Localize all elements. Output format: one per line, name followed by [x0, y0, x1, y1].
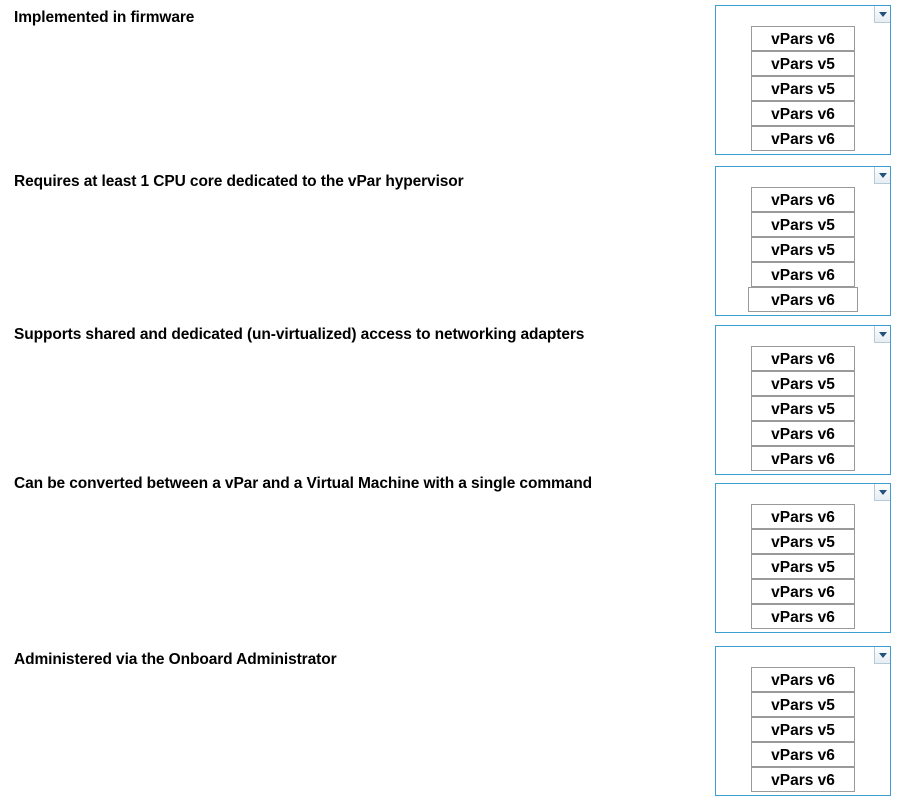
dropdown-option-list[interactable]	[716, 25, 890, 154]
dropdown-option[interactable]: vPars v5	[751, 554, 855, 579]
dropdown-option-list[interactable]	[716, 345, 890, 474]
answer-dropdown[interactable]	[715, 646, 891, 796]
dropdown-option[interactable]: vPars v5	[751, 396, 855, 421]
dropdown-option[interactable]: vPars v6	[751, 421, 855, 446]
answer-dropdown[interactable]	[715, 325, 891, 475]
question-prompt: Administered via the Onboard Administrator	[14, 651, 337, 668]
dropdown-selected-value[interactable]	[716, 6, 890, 25]
dropdown-option[interactable]: vPars v6	[748, 287, 858, 312]
dropdown-option[interactable]: vPars v6	[751, 26, 855, 51]
dropdown-option[interactable]: vPars v5	[751, 717, 855, 742]
dropdown-option[interactable]: vPars v6	[751, 667, 855, 692]
chevron-down-icon[interactable]	[874, 6, 890, 23]
chevron-down-icon[interactable]	[874, 484, 890, 501]
question-prompt: Implemented in firmware	[14, 9, 195, 26]
question-prompt: Requires at least 1 CPU core dedicated to the vPar hypervisor	[14, 173, 464, 190]
dropdown-selected-value[interactable]	[716, 167, 890, 186]
dropdown-option[interactable]: vPars v6	[751, 579, 855, 604]
dropdown-option[interactable]: vPars v6	[751, 604, 855, 629]
dropdown-option[interactable]: vPars v6	[751, 446, 855, 471]
dropdown-option[interactable]: vPars v6	[751, 126, 855, 151]
answer-dropdown[interactable]	[715, 483, 891, 633]
dropdown-option[interactable]: vPars v5	[751, 692, 855, 717]
chevron-down-icon[interactable]	[874, 167, 890, 184]
dropdown-selected-value[interactable]	[716, 484, 890, 503]
dropdown-option[interactable]: vPars v5	[751, 237, 855, 262]
dropdown-option[interactable]: vPars v6	[751, 346, 855, 371]
dropdown-selected-value[interactable]	[716, 326, 890, 345]
answer-dropdown[interactable]	[715, 166, 891, 316]
chevron-down-icon[interactable]	[874, 647, 890, 664]
dropdown-option[interactable]: vPars v6	[751, 187, 855, 212]
dropdown-option[interactable]: vPars v5	[751, 51, 855, 76]
dropdown-option[interactable]: vPars v5	[751, 371, 855, 396]
dropdown-option[interactable]: vPars v5	[751, 76, 855, 101]
dropdown-option[interactable]: vPars v6	[751, 101, 855, 126]
question-prompt: Can be converted between a vPar and a Virtual Machine with a single command	[14, 475, 592, 492]
dropdown-option-list[interactable]	[716, 186, 890, 315]
dropdown-option[interactable]: vPars v6	[751, 742, 855, 767]
dropdown-option[interactable]: vPars v6	[751, 262, 855, 287]
question-prompt: Supports shared and dedicated (un-virtualized) access to networking adapters	[14, 326, 585, 343]
answer-dropdown[interactable]	[715, 5, 891, 155]
dropdown-selected-value[interactable]	[716, 647, 890, 666]
dropdown-option-list[interactable]	[716, 503, 890, 632]
dropdown-option[interactable]: vPars v5	[751, 529, 855, 554]
dropdown-option[interactable]: vPars v6	[751, 504, 855, 529]
dropdown-option-list[interactable]	[716, 666, 890, 795]
dropdown-option[interactable]: vPars v6	[751, 767, 855, 792]
chevron-down-icon[interactable]	[874, 326, 890, 343]
dropdown-option[interactable]: vPars v5	[751, 212, 855, 237]
